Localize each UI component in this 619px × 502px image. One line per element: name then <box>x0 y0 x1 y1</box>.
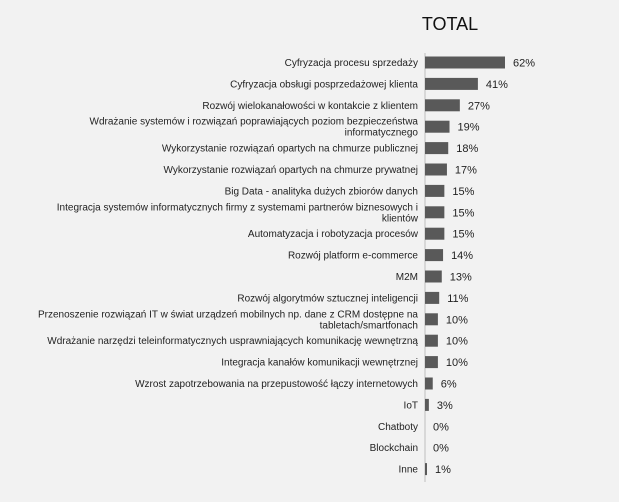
category-label: M2M <box>395 272 418 283</box>
bar <box>425 378 433 390</box>
bar <box>425 292 439 304</box>
category-label: Rozwój platform e-commerce <box>287 250 418 262</box>
category-label: klientów <box>381 213 418 225</box>
data-label: 0% <box>433 421 449 434</box>
data-label: 19% <box>457 121 480 134</box>
bar <box>425 99 460 111</box>
data-label: 17% <box>454 164 477 177</box>
bar <box>425 463 427 475</box>
category-label: Big Data - analityka dużych zbiorów danych <box>224 186 418 198</box>
category-label: Przenoszenie rozwiązań IT w świat urządzeń mobilnych np. dane z CRM dostępne na <box>37 309 418 321</box>
category-label: Inne <box>398 464 418 476</box>
data-label: 0% <box>433 442 449 455</box>
bar <box>425 78 478 90</box>
data-label: 15% <box>452 207 475 220</box>
bar <box>425 206 444 218</box>
bar <box>425 228 444 240</box>
chart-title: TOTAL <box>421 14 479 34</box>
category-label: tabletach/smartfonach <box>319 320 418 332</box>
bar <box>425 271 442 283</box>
data-label: 41% <box>485 78 508 91</box>
category-label: Rozwój wielokanałowości w kontakcie z klientem <box>202 100 418 112</box>
data-label: 10% <box>445 314 468 327</box>
bar <box>425 142 448 154</box>
data-label: 10% <box>445 357 468 370</box>
category-label: Integracja kanałów komunikacji wewnętrznej <box>221 357 418 369</box>
data-label: 14% <box>451 250 474 263</box>
category-label: Wdrażanie systemów i rozwiązań poprawiających poziom bezpieczeństwa <box>89 116 418 128</box>
data-label: 15% <box>452 228 475 241</box>
data-label: 18% <box>456 143 479 156</box>
data-label: 3% <box>436 399 453 412</box>
category-label: Chatboty <box>377 421 418 433</box>
category-label: informatycznego <box>344 127 418 139</box>
category-label: Cyfryzacja procesu sprzedaży <box>284 58 418 69</box>
bar <box>425 313 438 325</box>
bar <box>425 57 505 69</box>
category-label: Wdrażanie narzędzi teleinformatycznych usprawniających komunikację wewnętrzną <box>47 336 418 348</box>
data-label: 6% <box>440 378 457 391</box>
data-label: 10% <box>445 335 468 348</box>
bar <box>425 185 444 197</box>
data-label: 1% <box>435 464 451 477</box>
category-label: Automatyzacja i robotyzacja procesów <box>247 229 418 241</box>
data-label: 15% <box>452 185 475 198</box>
bar <box>425 121 450 133</box>
category-label: Wzrost zapotrzebowania na przepustowość łączy internetowych <box>135 379 418 390</box>
category-label: Integracja systemów informatycznych firmy z systemami partnerów biznesowych i <box>56 202 418 214</box>
category-label: IoT <box>403 400 418 412</box>
bar <box>425 164 447 176</box>
category-label: Wykorzystanie rozwiązań opartych na chmurze publicznej <box>161 143 418 155</box>
data-label: 27% <box>467 100 490 113</box>
data-label: 62% <box>513 57 536 70</box>
category-label: Rozwój algorytmów sztucznej inteligencji <box>237 293 418 305</box>
category-label: Blockchain <box>369 443 418 455</box>
bar <box>425 356 438 368</box>
bar <box>425 249 443 261</box>
category-label: Wykorzystanie rozwiązań opartych na chmurze prywatnej <box>163 165 418 176</box>
bar <box>425 335 438 347</box>
data-label: 13% <box>449 271 472 284</box>
data-label: 11% <box>447 292 469 305</box>
bar <box>425 399 429 411</box>
category-label: Cyfryzacja obsługi posprzedażowej klienta <box>230 79 418 91</box>
